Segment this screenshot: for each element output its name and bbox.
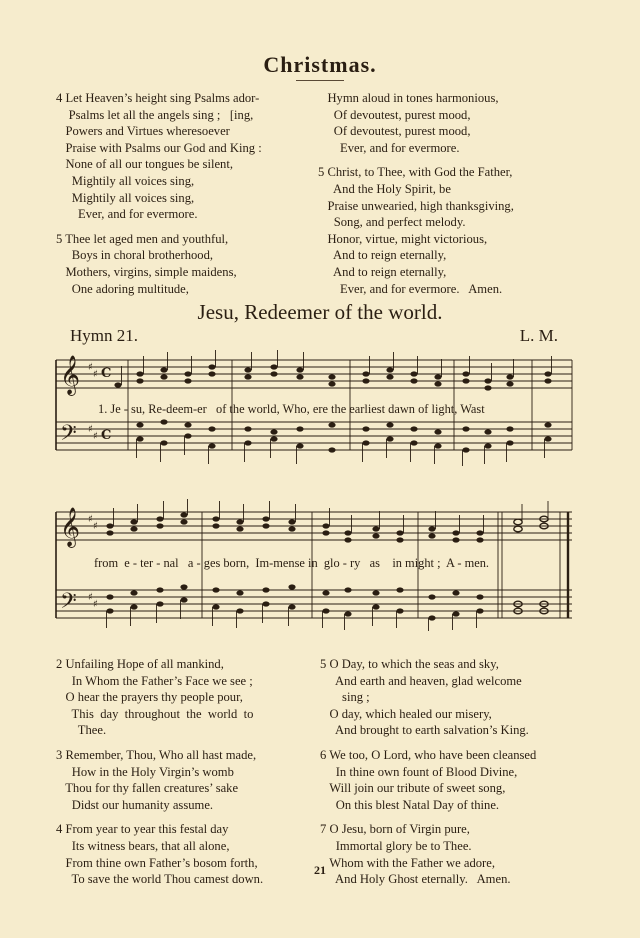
verse-line: Mightily all voices sing, (56, 190, 195, 205)
verse-line: And the Holy Spirit, be (318, 181, 451, 196)
verse (318, 90, 514, 156)
verse-line: Didst our humanity assume. (56, 797, 214, 812)
verse-line: Mothers, virgins, simple maidens, (56, 264, 237, 279)
svg-text:𝄢: 𝄢 (60, 421, 77, 451)
verse (56, 90, 262, 223)
verse-line: And to reign eternally, (318, 264, 447, 279)
svg-text:C: C (101, 366, 112, 381)
top-verses-right (318, 90, 514, 305)
music-line-2-lyrics: from e - ter - nal a - ges born, Im-mense in glo - ry as in might ; A - men. (94, 556, 490, 570)
verse (318, 164, 514, 297)
verse-line: Immortal glory be to Thee. (320, 838, 472, 853)
verse-line: Ever, and for evermore. (318, 140, 460, 155)
verse-line: Honor, virtue, might victorious, (318, 231, 488, 246)
verse-line: Hymn aloud in tones harmonious, (318, 91, 499, 105)
verse-line: 5 O Day, to which the seas and sky, (320, 657, 499, 671)
verse-line: Ever, and for evermore. (56, 207, 198, 222)
music-line-1-lyrics: 1. Je - su, Re-deem-er of the world, Who, ere the earliest dawn of light, Wast (98, 402, 485, 416)
verse-line: How in the Holy Virgin’s womb (56, 764, 234, 779)
verse-line: 3 Remember, Thou, Who all hast made, (56, 747, 257, 762)
svg-text:♯: ♯ (88, 514, 93, 525)
verse-line: In thine own fount of Blood Divine, (320, 764, 518, 779)
verse-line: Praise unwearied, high thanksgiving, (318, 198, 514, 213)
verse-line: This day throughout the world to (56, 706, 254, 721)
bottom-verses-right (320, 656, 536, 896)
svg-text:𝄞: 𝄞 (60, 355, 81, 395)
top-verses-left (56, 90, 262, 305)
verse-line: None of all our tongues be silent, (56, 157, 233, 172)
verse-line: O day, which healed our misery, (320, 706, 492, 721)
verse-line: And earth and heaven, glad welcome (320, 673, 522, 688)
verse-line: O hear the prayers thy people pour, (56, 690, 243, 705)
verse-line: 2 Unfailing Hope of all mankind, (56, 657, 224, 671)
verse (56, 656, 263, 739)
verse-line: Thou for thy fallen creatures’ sake (56, 781, 239, 796)
verse (56, 747, 263, 813)
verse-line: Praise with Psalms our God and King : (56, 140, 262, 155)
page-number: 21 (314, 863, 326, 877)
svg-text:♯: ♯ (88, 362, 93, 373)
verse-line: Of devoutest, purest mood, (318, 124, 471, 139)
verse-line: And to reign eternally, (318, 248, 447, 263)
verse-line: To save the world Thou camest down. (56, 872, 264, 887)
svg-text:♯: ♯ (88, 424, 93, 435)
verse-line: 7 O Jesu, born of Virgin pure, (320, 822, 470, 837)
verse-line: One adoring multitude, (56, 281, 189, 296)
verse-line: 5 Thee let aged men and youthful, (56, 231, 229, 246)
svg-text:♯: ♯ (93, 599, 98, 610)
heading-rule (296, 80, 344, 81)
verse-line: Will join our tribute of sweet song, (320, 781, 506, 796)
verse-line: On this blest Natal Day of thine. (320, 797, 500, 812)
svg-text:♯: ♯ (93, 369, 98, 380)
verse-line: Of devoutest, purest mood, (318, 107, 471, 122)
verse-line: Thee. (56, 723, 107, 738)
verse-line: 5 Christ, to Thee, with God the Father, (318, 165, 513, 180)
verse (56, 231, 262, 297)
verse-line: Song, and perfect melody. (318, 215, 466, 230)
verse-line: Powers and Virtues wheresoever (56, 124, 230, 139)
verse-line: Boys in choral brotherhood, (56, 248, 214, 263)
svg-text:𝄢: 𝄢 (60, 589, 77, 619)
section-heading: Christmas. (263, 52, 377, 77)
verse (320, 656, 536, 739)
bottom-verses-left (56, 656, 263, 896)
verse-line: 6 We too, O Lord, who have been cleansed (320, 747, 537, 762)
verse-line: Whom with the Father we adore, (320, 855, 495, 870)
verse (320, 747, 536, 813)
verse-line: sing ; (320, 690, 370, 705)
verse-line: 4 From year to year this festal day (56, 822, 229, 837)
hymn-number: Hymn 21. (70, 326, 138, 345)
hymn-meter: L. M. (519, 326, 558, 345)
verse-line: And Holy Ghost eternally. Amen. (320, 872, 511, 887)
verse-line: Psalms let all the angels sing ; [ing, (56, 107, 254, 122)
verse-line: From thine own Father’s bosom forth, (56, 855, 258, 870)
svg-text:♯: ♯ (93, 521, 98, 532)
verse-line: Ever, and for evermore. Amen. (318, 281, 503, 296)
verse-line: Its witness bears, that all alone, (56, 838, 230, 853)
svg-text:♯: ♯ (93, 431, 98, 442)
svg-text:♯: ♯ (88, 592, 93, 603)
verse-line: In Whom the Father’s Face we see ; (56, 673, 253, 688)
verse-line: And brought to earth salvation’s King. (320, 723, 529, 738)
svg-text:𝄞: 𝄞 (60, 507, 81, 547)
hymn-title: Jesu, Redeemer of the world. (197, 300, 443, 324)
verse-line: 4 Let Heaven’s height sing Psalms ador- (56, 91, 260, 105)
verse-line: Mightily all voices sing, (56, 173, 195, 188)
svg-text:C: C (101, 428, 112, 443)
